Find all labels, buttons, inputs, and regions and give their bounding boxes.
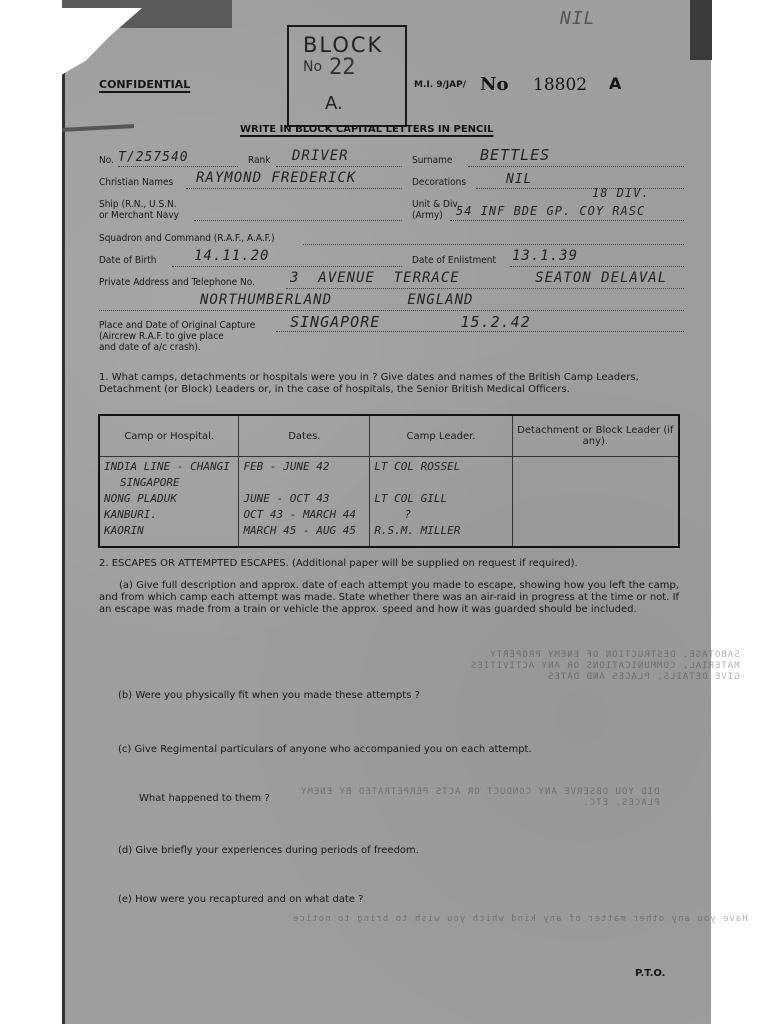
surname-field[interactable]: BETTLES <box>480 146 551 164</box>
form-suffix: A <box>609 74 622 93</box>
column-header-dates: Dates. <box>239 415 370 457</box>
service-number-field[interactable]: T/257540 <box>118 150 189 165</box>
section2-heading: 2. ESCAPES OR ATTEMPTED ESCAPES. (Additional paper will be supplied on request if required). <box>99 558 578 569</box>
column-header-block-leader: Detachment or Block Leader (if any). <box>512 415 679 457</box>
christian-names-label: Christian Names <box>99 177 174 188</box>
decorations-label: Decorations <box>412 177 467 188</box>
rank-field[interactable]: DRIVER <box>292 148 349 164</box>
capture-label-line3: and date of a/c crash). <box>99 342 201 353</box>
table-row-camp: KAORIN <box>104 524 144 537</box>
form-number: 18802 <box>533 75 588 95</box>
pto-label: P.T.O. <box>635 968 666 979</box>
table-body <box>99 457 679 548</box>
column-header-leader: Camp Leader. <box>370 415 512 457</box>
division-field[interactable]: 18 DIV. <box>592 186 650 200</box>
section2-question-c2: What happened to them ? <box>139 793 270 804</box>
ref-prefix: M.I. 9/JAP/ <box>414 80 467 90</box>
decorations-field[interactable]: NIL <box>506 172 533 187</box>
ship-label <box>99 199 179 221</box>
stamp-letter: A. <box>325 93 343 114</box>
ship-label-line1: Ship (R.N., U.S.N. <box>99 199 177 210</box>
table-row-camp: NONG PLADUK <box>104 492 177 505</box>
table-row-camp: SINGAPORE <box>120 476 180 489</box>
squadron-label: Squadron and Command (R.A.F., A.A.F.) <box>99 233 275 244</box>
capture-field[interactable]: SINGAPORE 15.2.42 <box>290 313 531 331</box>
section2-question-d: (d) Give briefly your experiences during periods of freedom. <box>118 845 419 856</box>
christian-names-field[interactable]: RAYMOND FREDERICK <box>196 170 357 186</box>
surname-label: Surname <box>412 155 453 166</box>
table-row-camp: INDIA LINE - CHANGI <box>104 460 230 473</box>
capture-label <box>99 320 255 353</box>
ship-label-line2: or Merchant Navy <box>99 210 179 221</box>
dob-field[interactable]: 14.11.20 <box>194 248 270 264</box>
table-row-dates: MARCH 45 - AUG 45 <box>243 524 357 537</box>
pencil-note: NIL <box>560 8 596 29</box>
unit-field[interactable]: 54 INF BDE GP. COY RASC <box>456 204 646 218</box>
number-label: No <box>480 74 509 95</box>
column-header-camp: Camp or Hospital. <box>99 415 239 457</box>
background-shadow-right <box>690 0 712 60</box>
confidential-label: CONFIDENTIAL <box>99 78 191 91</box>
table-row-dates: OCT 43 - MARCH 44 <box>243 508 357 521</box>
table-row-camp: KANBURI. <box>104 508 157 521</box>
address-label: Private Address and Telephone No. <box>99 277 255 288</box>
section2-question-c: (c) Give Regimental particulars of anyone who accompanied you on each attempt. <box>118 744 532 755</box>
camps-table <box>98 414 680 548</box>
section2-question-e: (e) How were you recaptured and on what date ? <box>118 894 364 905</box>
leader-cell[interactable] <box>370 457 512 548</box>
bleed-through-text: SABOTAGE. DESTRUCTION OF ENEMY PROPERTY MATERIAL, COMMUNICATIONS OR ANY ACTIVITIES GIVE DETAILS, PLACES AND DATES <box>470 650 740 682</box>
table-header-row <box>99 415 679 457</box>
stamp-number: 22 <box>329 55 356 80</box>
table-row-leader: ? <box>404 508 411 521</box>
camp-cell[interactable] <box>99 457 239 548</box>
section1-question: 1. What camps, detachments or hospitals were you in ? Give dates and names of the British Camp Leaders, Detachment (or Block) Leaders or, in the case of hospitals, the Senior British Medical Officers. <box>99 372 639 395</box>
enlistment-label: Date of Enlistment <box>412 255 497 266</box>
table-row-dates: FEB - JUNE 42 <box>243 460 330 473</box>
section2-question-b: (b) Were you physically fit when you made these attempts ? <box>118 690 420 701</box>
instruction-text: WRITE IN BLOCK CAPITAL LETTERS IN PENCIL <box>240 124 494 135</box>
no-label: No. <box>99 155 114 166</box>
unit-label-line1: Unit & Div. <box>412 199 460 210</box>
address-line2-field[interactable]: NORTHUMBERLAND ENGLAND <box>200 292 474 308</box>
unit-label <box>412 199 460 221</box>
dates-cell[interactable] <box>239 457 370 548</box>
rank-label: Rank <box>248 155 271 166</box>
unit-label-line2: (Army) <box>412 210 443 221</box>
bleed-through-text: Have you any other matter of any kind which you wish to bring to notice <box>292 914 748 924</box>
dob-label: Date of Birth <box>99 255 157 266</box>
table-row-dates: JUNE - OCT 43 <box>243 492 330 505</box>
enlistment-field[interactable]: 13.1.39 <box>512 248 579 264</box>
table-row-leader: LT COL ROSSEL <box>374 460 461 473</box>
stamp-no-prefix: No <box>303 59 323 75</box>
section2-question-a: (a) Give full description and approx. date of each attempt you made to escape, showing how you left the camp, and from which camp each attempt was made. State whether there was an air-raid in progress at the time or not. If an escape was made from a train or vehicle the approx. speed and how it was guarded should be included. <box>99 580 680 615</box>
capture-label-line1: Place and Date of Original Capture <box>99 320 256 331</box>
stamp-block-text: BLOCK <box>303 33 384 57</box>
capture-label-line2: (Aircrew R.A.F. to give place <box>99 331 224 342</box>
bleed-through-text: DID YOU OBSERVE ANY CONDUCT OR ACTS PERPETRATED BY ENEMY PLACES, ETC. <box>300 787 660 808</box>
address-line1-field[interactable]: 3 AVENUE TERRACE SEATON DELAVAL <box>290 270 668 286</box>
table-row-leader: LT COL GILL <box>374 492 448 505</box>
table-row-leader: R.S.M. MILLER <box>374 524 461 537</box>
block-stamp <box>287 25 407 127</box>
block-leader-cell[interactable] <box>512 457 679 548</box>
